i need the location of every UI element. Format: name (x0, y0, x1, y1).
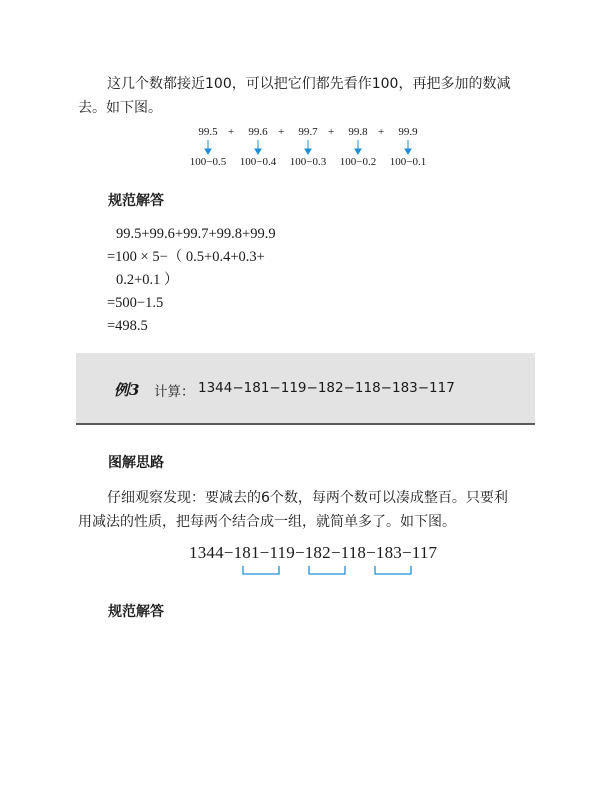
solution-line: 99.5+99.6+99.7+99.8+99.9 (116, 226, 276, 242)
diagram-bottom-value: 100−0.2 (339, 156, 377, 168)
intro-line-1: 这几个数都接近100，可以把它们都先看作100，再把多加的数减 (107, 76, 511, 92)
diagram-top-value: 99.6 (248, 126, 268, 138)
diagram-plus: + (378, 126, 385, 138)
thinking-line-1: 仔细观察发现：要减去的6个数，每两个数可以凑成整百。只要利 (107, 490, 508, 506)
solution-heading: 规范解答 (108, 193, 164, 209)
bracket-icon (375, 566, 411, 574)
bracket-icon (243, 566, 279, 574)
diagram-bottom-value: 100−0.1 (389, 156, 427, 168)
diagram-bottom-value: 100−0.4 (239, 156, 277, 168)
example-banner (76, 353, 535, 425)
down-arrow-head (355, 149, 361, 154)
thinking-line-2: 用减法的性质，把每两个结合成一组，就简单多了。如下图。 (78, 514, 456, 530)
diagram-bottom-value: 100−0.5 (189, 156, 227, 168)
solution-line: =500−1.5 (107, 295, 164, 311)
bracket-icon (309, 566, 345, 574)
down-arrows (185, 139, 435, 155)
diagram-bottom-value: 100−0.3 (289, 156, 327, 168)
approx-diagram (185, 126, 435, 170)
diagram-plus: + (278, 126, 285, 138)
diagram-top-value: 99.8 (348, 126, 368, 138)
solution-line: =100 × 5−（ 0.5+0.4+0.3+ (107, 249, 265, 265)
diagram-top-value: 99.5 (198, 126, 218, 138)
grouping-expression: 1344−181−119−182−118−183−117 (189, 543, 438, 562)
down-arrow-head (405, 149, 411, 154)
down-arrow-head (255, 149, 261, 154)
down-arrow-head (205, 149, 211, 154)
down-arrow-head (305, 149, 311, 154)
solution-line: 0.2+0.1 ） (116, 272, 179, 288)
grouping-brackets (0, 560, 612, 580)
diagram-top-value: 99.9 (398, 126, 418, 138)
thinking-heading: 图解思路 (108, 455, 164, 471)
diagram-plus: + (228, 126, 235, 138)
diagram-plus: + (328, 126, 335, 138)
solution2-heading: 规范解答 (108, 604, 164, 620)
example-expression: 1344−181−119−182−118−183−117 (198, 380, 455, 396)
example-prefix: 计算： (154, 384, 195, 400)
diagram-top-value: 99.7 (298, 126, 318, 138)
example-label: 例3 (114, 381, 140, 399)
solution-line: =498.5 (107, 318, 148, 334)
intro-line-2: 去。如下图。 (78, 100, 162, 116)
